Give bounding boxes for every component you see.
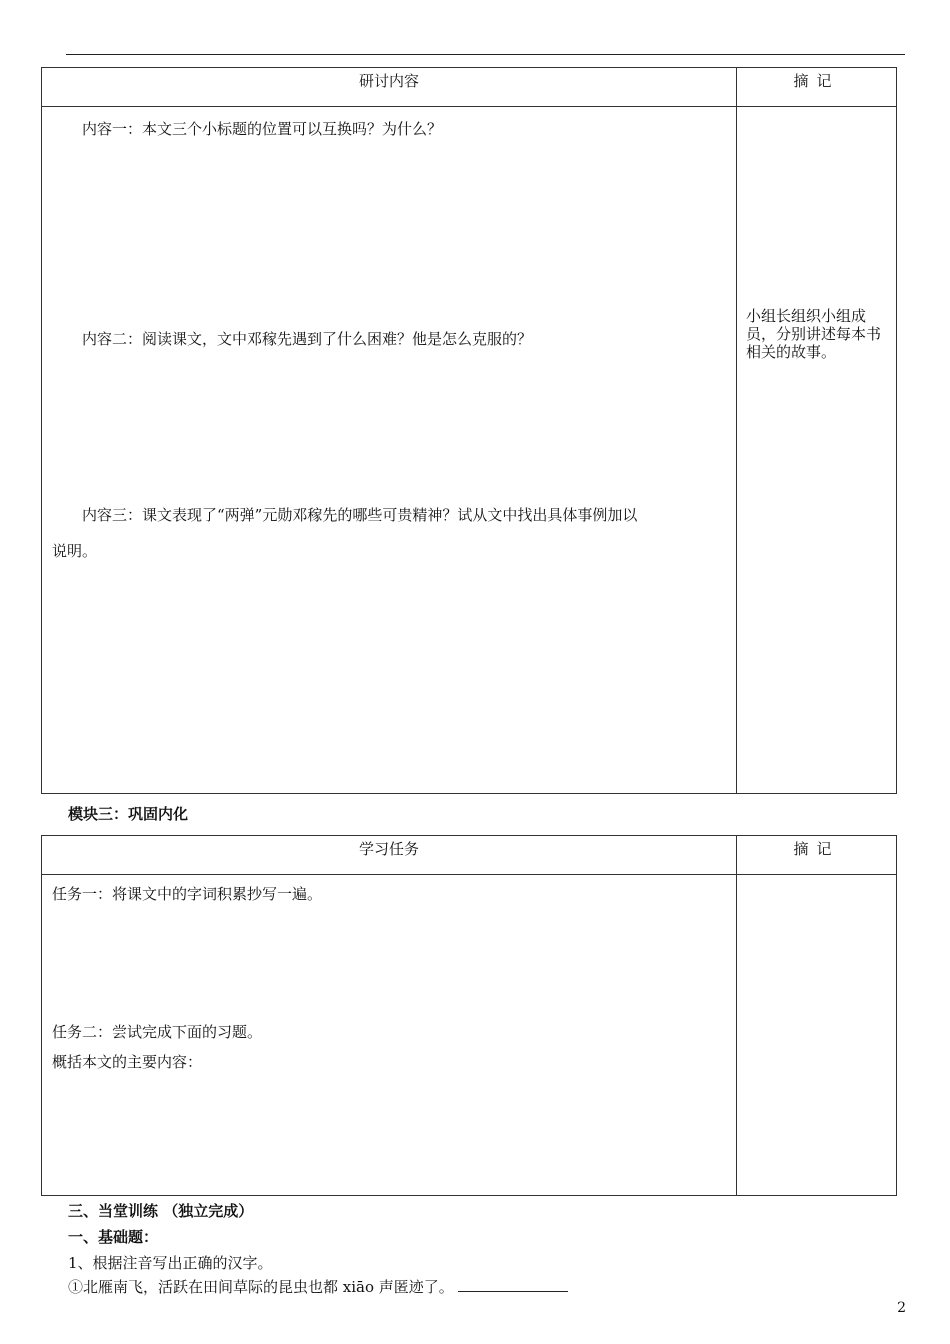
- section3-title: 三、当堂训练 （独立完成）: [68, 1202, 254, 1220]
- tasks-table: [41, 835, 897, 1196]
- content-one: 内容一：本文三个小标题的位置可以互换吗？为什么？: [82, 120, 443, 138]
- task-two-sub: 概括本文的主要内容：: [52, 1053, 203, 1071]
- module3-title: 模块三：巩固内化: [68, 805, 189, 823]
- discussion-cell: [42, 107, 737, 794]
- question-1: 1、根据注音写出正确的汉字。: [68, 1254, 273, 1272]
- subsection1-title: 一、基础题：: [68, 1228, 159, 1246]
- task-two: 任务二：尝试完成下面的习题。: [52, 1023, 263, 1041]
- notes-header: 摘记: [737, 68, 897, 107]
- question-1-item-1: ①北雁南飞，活跃在田间草际的昆虫也都 xiāo 声匿迹了。: [68, 1276, 568, 1297]
- notes-cell: [737, 107, 897, 794]
- tasks-header: 学习任务: [42, 836, 737, 875]
- discussion-table: [41, 67, 897, 794]
- content-three: 内容三：课文表现了“两弹”元勋邓稼先的哪些可贵精神？试从文中找出具体事例加以 说明。: [52, 506, 638, 560]
- content-two: 内容二：阅读课文，文中邓稼先遇到了什么困难？他是怎么克服的？: [82, 330, 533, 348]
- tasks-cell: [42, 875, 737, 1196]
- page-number: 2: [897, 1300, 906, 1316]
- tasks-notes-header: 摘记: [737, 836, 897, 875]
- task-one: 任务一：将课文中的字词积累抄写一遍。: [52, 885, 323, 903]
- answer-blank[interactable]: [458, 1277, 568, 1292]
- header-rule: [66, 54, 905, 55]
- discussion-header: 研讨内容: [42, 68, 737, 107]
- tasks-notes-cell: [737, 875, 897, 1196]
- side-note: 小组长组织小组成员，分别讲述每本书相关的故事。: [746, 307, 882, 361]
